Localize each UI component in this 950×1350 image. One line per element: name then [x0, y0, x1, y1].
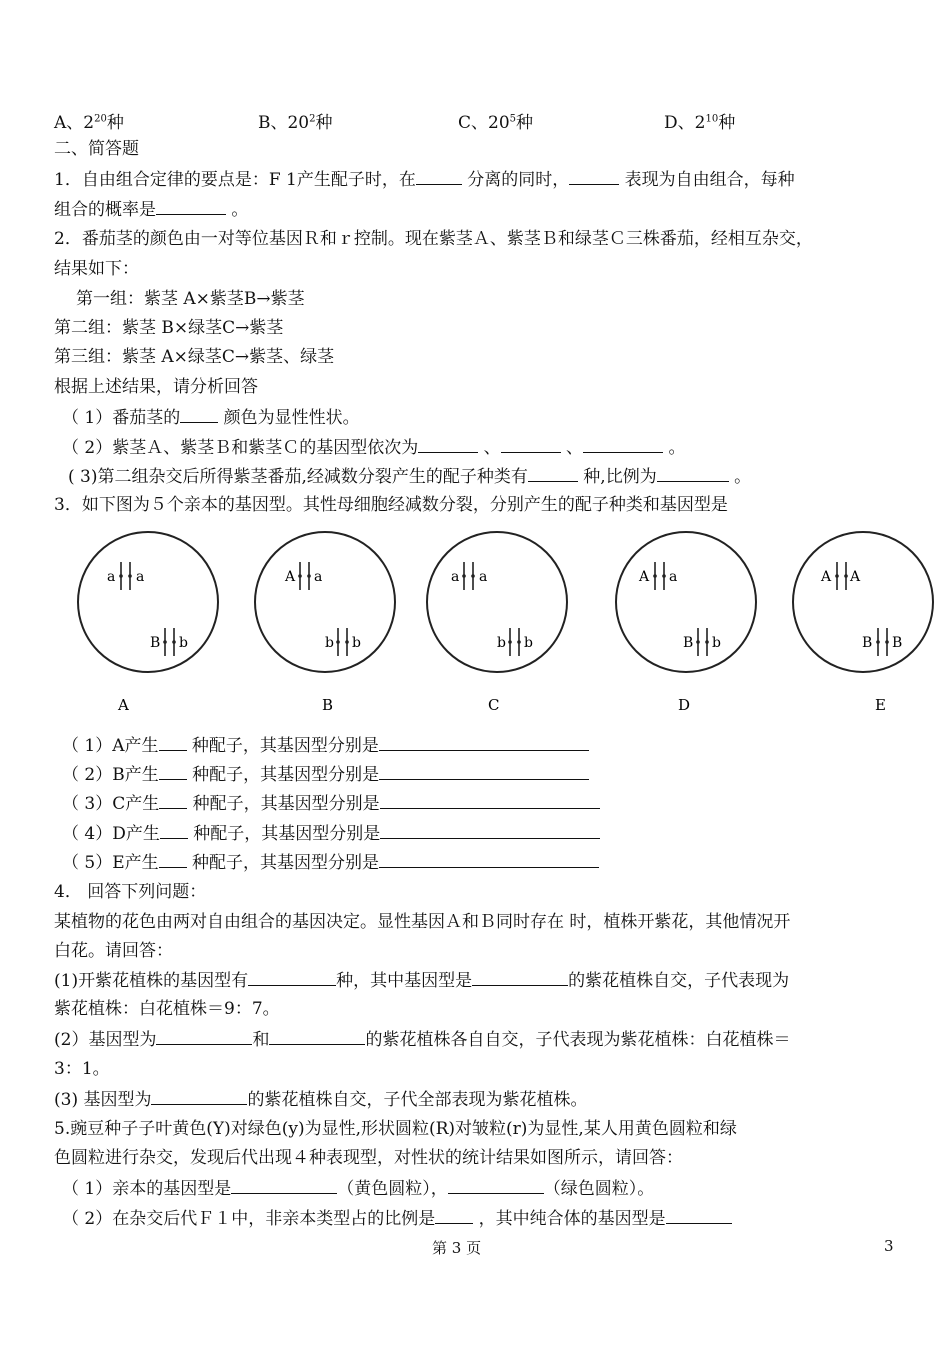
option-b: B、$20^2$种 [258, 113, 333, 133]
allele-label: b [712, 635, 721, 651]
answer-blank[interactable] [159, 734, 187, 751]
answer-blank[interactable] [657, 465, 729, 482]
allele-label: B [150, 635, 161, 651]
answer-blank[interactable] [528, 465, 578, 482]
option-c: C、$20^5$种 [458, 113, 534, 133]
answer-blank[interactable] [379, 734, 589, 751]
answer-blank[interactable] [379, 763, 589, 780]
answer-blank[interactable] [501, 436, 561, 453]
answer-blank[interactable] [248, 969, 336, 986]
cell-label: E [875, 696, 886, 714]
q3-item5: （ 5）E产生 种配子，其基因型分别是 [62, 851, 599, 874]
q4-line1: 某植物的花色由两对自由组合的基因决定。显性基因Ａ和Ｂ同时存在 时，植株开紫花，其他情况开 [54, 912, 791, 932]
answer-blank[interactable] [435, 1207, 473, 1224]
answer-blank[interactable] [159, 763, 187, 780]
option-a: A、$2^{20}$种 [54, 113, 124, 133]
answer-blank[interactable] [160, 822, 188, 839]
answer-blank[interactable] [379, 851, 599, 868]
answer-blank[interactable] [159, 851, 187, 868]
q2-sub1: （ 1）番茄茎的 颜色为显性性状。 [62, 408, 360, 428]
allele-label: b [524, 635, 533, 651]
q2-sub2: （ 2）紫茎Ａ、紫茎Ｂ和紫茎Ｃ的基因型依次为 、 、 。 [62, 438, 686, 458]
answer-blank[interactable] [416, 168, 462, 185]
cells-diagram [70, 524, 950, 724]
answer-blank[interactable] [418, 436, 478, 453]
q3-intro: 3．如下图为５个亲本的基因型。其性母细胞经减数分裂，分别产生的配子种类和基因型是 [54, 495, 728, 515]
q4-sub1: (1)开紫花植株的基因型有 种，其中基因型是 的紫花植株自交，子代表现为 [54, 971, 790, 991]
allele-label: a [479, 569, 488, 585]
cell-label: B [322, 696, 334, 714]
cell-e [793, 532, 933, 714]
allele-label: b [497, 635, 506, 651]
q2-line2: 结果如下： [54, 259, 139, 279]
q3-item1: （ 1）A产生 种配子，其基因型分别是 [62, 734, 589, 757]
cell-label: A [118, 696, 129, 714]
allele-label: a [451, 569, 460, 585]
allele-label: b [325, 635, 334, 651]
allele-label: B [892, 635, 903, 651]
section-title: 二、简答题 [54, 139, 139, 159]
q4-sub3: (3) 基因型为 的紫花植株自交，子代全部表现为紫花植株。 [54, 1090, 588, 1110]
answer-blank[interactable] [156, 1028, 252, 1045]
allele-label: a [669, 569, 678, 585]
q3-item2: （ 2）B产生 种配子，其基因型分别是 [62, 763, 589, 786]
cell-label: D [678, 696, 691, 714]
answer-blank[interactable] [583, 436, 663, 453]
allele-label: a [107, 569, 116, 585]
allele-label: B [862, 635, 873, 651]
q1-line2: 组合的概率是 。 [54, 200, 249, 220]
answer-blank[interactable] [448, 1177, 544, 1194]
answer-blank[interactable] [380, 822, 600, 839]
answer-blank[interactable] [159, 792, 187, 809]
answer-blank[interactable] [156, 198, 226, 215]
option-d: D、$2^{10}$种 [664, 113, 736, 133]
cell-c [427, 532, 567, 714]
answer-blank[interactable] [231, 1177, 337, 1194]
answer-blank[interactable] [569, 168, 619, 185]
answer-blank[interactable] [151, 1088, 247, 1105]
cell-a [78, 532, 218, 714]
cell-label: C [488, 696, 500, 714]
allele-label: b [179, 635, 188, 651]
q2-group1: 第一组：紫茎 A×紫茎B→紫茎 [76, 289, 305, 309]
q5-sub1: （ 1）亲本的基因型是 （黄色圆粒）， （绿色圆粒）。 [62, 1179, 655, 1199]
allele-label: A [850, 569, 861, 585]
q3-item3: （ 3）C产生 种配子，其基因型分别是 [62, 792, 600, 815]
answer-blank[interactable] [666, 1207, 732, 1224]
page-number: 3 [884, 1237, 894, 1255]
q4-sub2: (2）基因型为 和 的紫花植株各自自交，子代表现为紫花植株：白花植株＝ [54, 1030, 791, 1050]
allele-label: A [639, 569, 650, 585]
allele-label: A [821, 569, 832, 585]
cell-d [616, 532, 756, 714]
allele-label: B [683, 635, 694, 651]
q2-group2: 第二组：紫茎 B×绿茎C→紫茎 [54, 318, 284, 338]
q5-line2: 色圆粒进行杂交，发现后代出现４种表现型，对性状的统计结果如图所示，请回答： [54, 1148, 683, 1168]
cell-b [255, 532, 395, 714]
q2-line3: 根据上述结果，请分析回答 [54, 377, 258, 397]
q4-title: 4． 回答下列问题： [54, 882, 207, 902]
q4-sub2-cont: 3：1。 [54, 1059, 110, 1079]
answer-blank[interactable] [380, 792, 600, 809]
q2-line1: 2．番茄茎的颜色由一对等位基因Ｒ和ｒ控制。现在紫茎Ａ、紫茎Ｂ和绿茎Ｃ三株番茄，经相互杂交， [54, 229, 813, 249]
page-label: 第 3 页 [432, 1239, 482, 1257]
q4-line2: 白花。请回答： [54, 941, 173, 961]
allele-label: A [285, 569, 296, 585]
q5-sub2: （ 2）在杂交后代Ｆ１中，非亲本类型占的比例是 ，其中纯合体的基因型是 [62, 1207, 732, 1230]
q2-sub3: ( 3)第二组杂交后所得紫茎番茄,经减数分裂产生的配子种类有 种,比例为 。 [68, 467, 752, 487]
q2-group3: 第三组：紫茎 A×绿茎C→紫茎、绿茎 [54, 347, 335, 367]
allele-label: b [352, 635, 361, 651]
q5-line1: 5.豌豆种子子叶黄色(Y)对绿色(y)为显性,形状圆粒(R)对皱粒(r)为显性,某人用黄色圆粒和绿 [54, 1119, 737, 1139]
q3-item4: （ 4）D产生 种配子，其基因型分别是 [62, 822, 600, 845]
allele-label: a [136, 569, 145, 585]
q4-sub1-cont: 紫花植株：白花植株＝9：7。 [54, 999, 280, 1019]
answer-blank[interactable] [472, 969, 568, 986]
answer-blank[interactable] [180, 406, 218, 423]
answer-blank[interactable] [269, 1028, 365, 1045]
q1-line1: 1．自由组合定律的要点是：F 1产生配子时，在 分离的同时， 表现为自由组合，每种 [54, 170, 795, 190]
allele-label: a [314, 569, 323, 585]
